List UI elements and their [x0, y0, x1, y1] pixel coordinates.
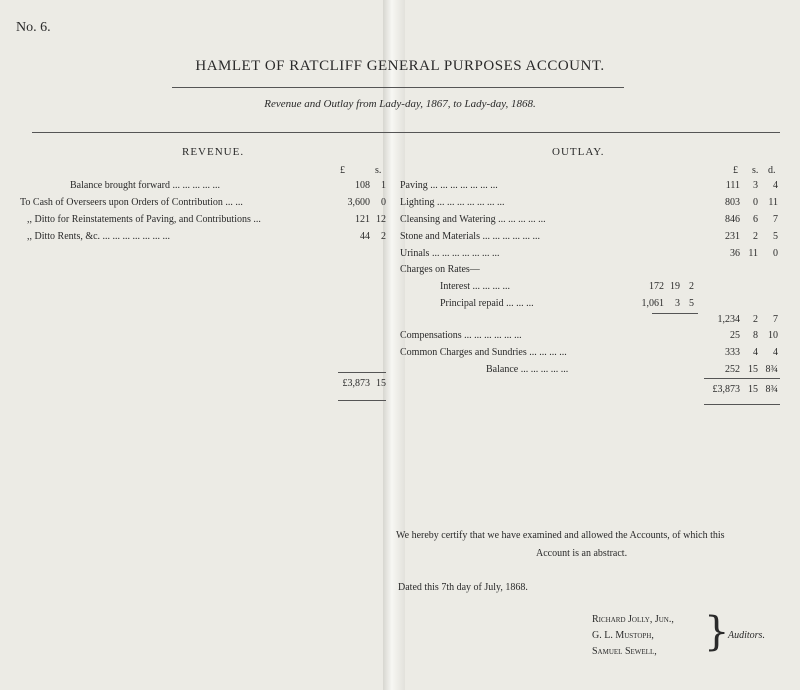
outlay-row-pounds: 846 — [725, 214, 740, 225]
revenue-shilling-head: s. — [375, 165, 382, 176]
outlay-row-label: Urinals ... ... ... ... ... ... ... — [400, 248, 500, 259]
outlay-row-pence: 4 — [773, 180, 778, 191]
outlay-row-pence: 10 — [768, 330, 778, 341]
header-rule — [32, 132, 780, 133]
outlay-row-shillings: 6 — [753, 214, 758, 225]
auditors-label: Auditors. — [728, 630, 765, 641]
outlay-row-label: Lighting ... ... ... ... ... ... ... — [400, 197, 505, 208]
charges-row-pounds: 1,061 — [641, 298, 664, 309]
auditor-name: Samuel Sewell, — [592, 646, 657, 657]
outlay-heading: OUTLAY. — [552, 146, 605, 158]
outlay-row-pounds: 231 — [725, 231, 740, 242]
title-rule — [172, 87, 624, 88]
certificate-line-1: We hereby certify that we have examined and allowed the Accounts, of which this — [396, 530, 725, 541]
revenue-row-pounds: 108 — [355, 180, 370, 191]
revenue-row-pounds: 44 — [360, 231, 370, 242]
charges-row-pence: 5 — [689, 298, 694, 309]
revenue-row-shillings: 0 — [381, 197, 386, 208]
outlay-pence-head: d. — [768, 165, 776, 176]
page-number: No. 6. — [16, 20, 51, 35]
charges-row-pence: 2 — [689, 281, 694, 292]
charges-total-pence: 7 — [773, 314, 778, 325]
outlay-row-label: Paving ... ... ... ... ... ... ... — [400, 180, 498, 191]
revenue-row-label: To Cash of Overseers upon Orders of Contribution ... ... — [20, 197, 243, 208]
outlay-row-pence: 11 — [768, 197, 778, 208]
outlay-row-shillings: 2 — [753, 231, 758, 242]
outlay-row-shillings: 11 — [748, 248, 758, 259]
outlay-balance-shillings: 15 — [748, 364, 758, 375]
revenue-total-shillings: 15 — [376, 378, 386, 389]
outlay-total-pounds: £3,873 — [712, 384, 740, 395]
outlay-row-pounds: 25 — [730, 330, 740, 341]
charges-subtotal-rule — [652, 313, 698, 314]
revenue-row-label: Balance brought forward ... ... ... ... ... — [70, 180, 220, 191]
outlay-row-label: Compensations ... ... ... ... ... ... — [400, 330, 522, 341]
outlay-total-pence: 8¾ — [765, 384, 778, 395]
outlay-row-label: Cleansing and Watering ... ... ... ... ... — [400, 214, 546, 225]
auditor-name: G. L. Mustoph, — [592, 630, 654, 641]
revenue-row-label: ,, Ditto Rents, &c. ... ... ... ... ... ... ... — [27, 231, 171, 242]
charges-total-pounds: 1,234 — [717, 314, 740, 325]
outlay-balance-pounds: 252 — [725, 364, 740, 375]
charges-row-label: Principal repaid ... ... ... — [440, 298, 534, 309]
outlay-total-shillings: 15 — [748, 384, 758, 395]
outlay-balance-label: Balance ... ... ... ... ... — [486, 364, 569, 375]
charges-row-label: Interest ... ... ... ... — [440, 281, 510, 292]
charges-row-pounds: 172 — [649, 281, 664, 292]
outlay-pound-head: £ — [733, 165, 738, 176]
revenue-row-shillings: 1 — [381, 180, 386, 191]
outlay-row-pounds: 333 — [725, 347, 740, 358]
outlay-row-pence: 7 — [773, 214, 778, 225]
revenue-total-rule — [338, 372, 386, 373]
outlay-row-label: Stone and Materials ... ... ... ... ... ... — [400, 231, 540, 242]
account-title: HAMLET OF RATCLIFF GENERAL PURPOSES ACCOUNT. — [195, 58, 605, 74]
auditor-name: Richard Jolly, Jun., — [592, 614, 674, 625]
outlay-balance-pence: 8¾ — [765, 364, 778, 375]
revenue-total-pounds: £3,873 — [342, 378, 370, 389]
revenue-row-shillings: 12 — [376, 214, 386, 225]
auditors-brace: } — [704, 609, 730, 655]
outlay-row-pence: 5 — [773, 231, 778, 242]
outlay-shilling-head: s. — [752, 165, 759, 176]
revenue-heading: REVENUE. — [182, 146, 245, 158]
outlay-total-double-rule — [704, 404, 780, 405]
outlay-row-pounds: 803 — [725, 197, 740, 208]
revenue-row-pounds: 3,600 — [347, 197, 370, 208]
outlay-row-pounds: 111 — [725, 180, 740, 191]
charges-row-shillings: 3 — [675, 298, 680, 309]
outlay-row-label: Common Charges and Sundries ... ... ... ... — [400, 347, 567, 358]
charges-row-shillings: 19 — [670, 281, 680, 292]
outlay-total-rule — [704, 378, 780, 379]
outlay-row-shillings: 8 — [753, 330, 758, 341]
account-period: Revenue and Outlay from Lady-day, 1867, to Lady-day, 1868. — [264, 98, 536, 110]
certificate-date: Dated this 7th day of July, 1868. — [398, 582, 528, 593]
outlay-row-pence: 0 — [773, 248, 778, 259]
outlay-row-shillings: 4 — [753, 347, 758, 358]
outlay-row-shillings: 0 — [753, 197, 758, 208]
charges-total-shillings: 2 — [753, 314, 758, 325]
charges-on-rates-label: Charges on Rates— — [400, 264, 480, 275]
outlay-row-pounds: 36 — [730, 248, 740, 259]
revenue-pound-head: £ — [340, 165, 345, 176]
revenue-row-pounds: 121 — [355, 214, 370, 225]
revenue-total-double-rule — [338, 400, 386, 401]
revenue-row-label: ,, Ditto for Reinstatements of Paving, and Contributions ... — [27, 214, 261, 225]
certificate-line-2: Account is an abstract. — [536, 548, 628, 559]
outlay-row-pence: 4 — [773, 347, 778, 358]
revenue-row-shillings: 2 — [381, 231, 386, 242]
outlay-row-shillings: 3 — [753, 180, 758, 191]
